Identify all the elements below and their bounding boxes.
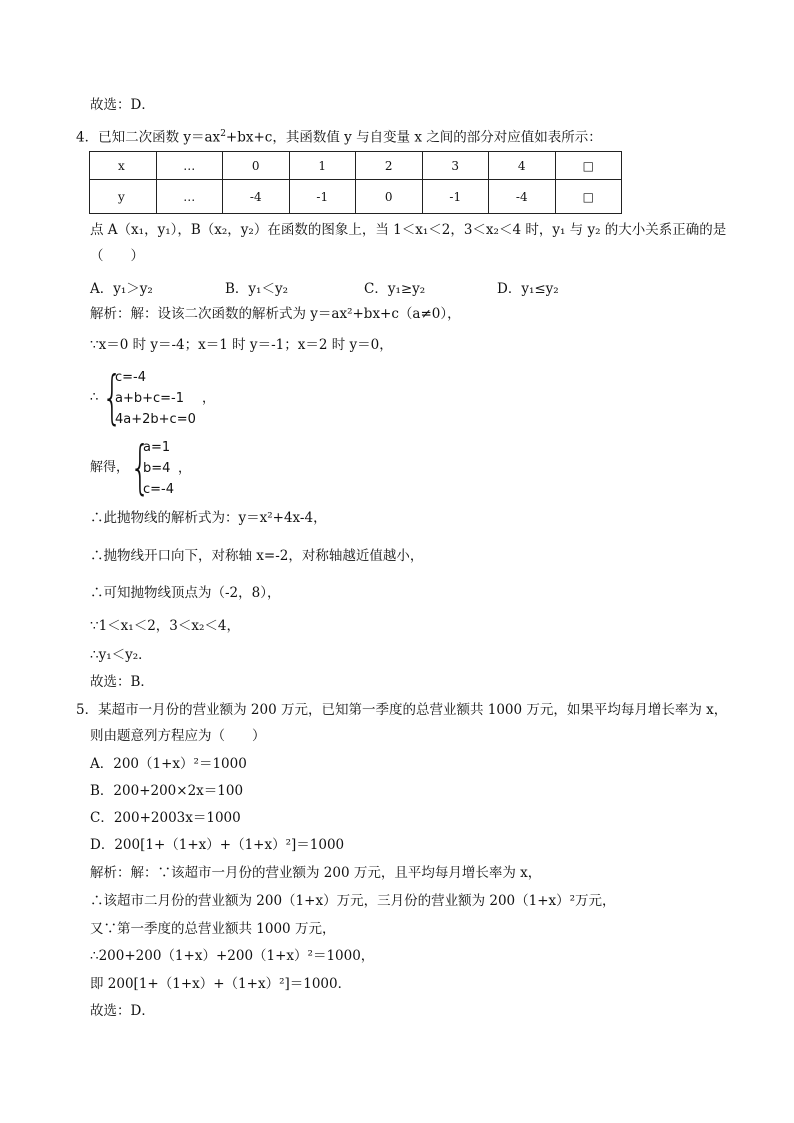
sys2-suffix: ， xyxy=(178,461,192,476)
q4-solution-given: ∵x＝0 时 y＝-4；x＝1 时 y＝-1；x＝2 时 y＝0， xyxy=(90,337,393,353)
left-brace-icon: { xyxy=(102,363,123,431)
table-cell: … xyxy=(156,152,223,180)
q4-stem-sup: 2 xyxy=(220,129,226,139)
q5-stem-1 xyxy=(76,701,727,719)
sys2-eq: c=-4 xyxy=(143,482,175,497)
table-cell: -4 xyxy=(223,180,290,214)
q4-step-5: ∴y₁＜y₂． xyxy=(90,647,152,663)
table-cell: 0 xyxy=(223,152,290,180)
q4-stem xyxy=(76,125,602,147)
q5-solution-1: 解析：解：∵该超市一月份的营业额为 200 万元，且平均每月增长率为 x， xyxy=(90,865,542,881)
q5-stem-2: 则由题意列方程应为（ ） xyxy=(90,728,266,744)
value-table xyxy=(89,151,622,214)
sys1-suffix: ， xyxy=(202,391,216,406)
table-cell: □ xyxy=(555,152,622,180)
table-cell: 3 xyxy=(422,152,489,180)
q4-option-d: D．y₁≤y₂ xyxy=(497,281,559,297)
table-cell: -1 xyxy=(289,180,356,214)
q4-step-2: ∴抛物线开口向下，对称轴 x=-2，对称轴越近值越小， xyxy=(90,548,424,564)
q4-option-c: C．y₁≥y₂ xyxy=(364,281,426,297)
q5-option-b: B．200+200×2x＝100 xyxy=(90,783,244,799)
q4-step-3: ∴可知抛物线顶点为（-2，8）， xyxy=(90,585,281,601)
left-brace-icon: { xyxy=(130,433,151,501)
q5-stem-text: 某超市一月份的营业额为 200 万元，已知第一季度的总营业额共 1000 万元，如果平均每月增长率为 x， xyxy=(98,702,728,718)
q5-number: 5． xyxy=(76,702,99,718)
table-cell: 4 xyxy=(489,152,556,180)
q5-option-a: A．200（1+x）²＝1000 xyxy=(90,756,247,772)
prev-conclusion: 故选：D． xyxy=(90,97,155,113)
q4-option-b: B．y₁＜y₂ xyxy=(225,281,288,297)
q4-conclusion: 故选：B． xyxy=(90,674,154,690)
table-cell: □ xyxy=(555,180,622,214)
table-cell: -4 xyxy=(489,180,556,214)
q4-paren: （ ） xyxy=(90,248,144,264)
q5-solution-5: 即 200[1+（1+x）+（1+x）²]＝1000． xyxy=(90,976,352,992)
q4-solution-intro: 解析：解：设该二次函数的解析式为 y＝ax²+bx+c（a≠0）， xyxy=(90,306,461,322)
q4-condition: 点 A（x₁，y₁），B（x₂，y₂）在函数的图象上，当 1＜x₁＜2，3＜x₂＜4 时，y₁ 与 y₂ 的大小关系正确的是 xyxy=(90,222,727,238)
equation-system-2 xyxy=(90,433,290,501)
table-cell: -1 xyxy=(422,180,489,214)
q4-number: 4． xyxy=(76,129,99,146)
sys2-prefix: 解得， xyxy=(90,460,130,475)
sys2-eq: a=1 xyxy=(143,440,171,455)
q4-stem-a: 已知二次函数 y＝ax xyxy=(98,129,221,146)
table-cell: 1 xyxy=(289,152,356,180)
q4-stem-b: +bx+c，其函数值 y 与自变量 x 之间的部分对应值如表所示： xyxy=(225,129,602,146)
q5-option-d: D．200[1+（1+x）+（1+x）²]＝1000 xyxy=(90,837,345,853)
q4-step-1: ∴此抛物线的解析式为：y＝x²+4x-4， xyxy=(90,510,327,526)
q5-solution-4: ∴200+200（1+x）+200（1+x）²＝1000， xyxy=(90,948,375,964)
sys1-eq: c=-4 xyxy=(115,370,147,385)
table-cell: … xyxy=(156,180,223,214)
sys1-eq: a+b+c=-1 xyxy=(115,391,185,406)
table-row-y xyxy=(90,180,622,214)
sys1-eq: 4a+2b+c=0 xyxy=(115,412,196,427)
table-cell: 0 xyxy=(356,180,423,214)
sys2-eq: b=4 xyxy=(143,461,171,476)
q5-solution-3: 又∵第一季度的总营业额共 1000 万元， xyxy=(90,921,336,937)
q4-step-4: ∵1＜x₁＜2，3＜x₂＜4， xyxy=(90,618,240,634)
equation-system-1 xyxy=(90,363,290,431)
sys1-prefix: ∴ xyxy=(90,390,99,405)
q5-solution-2: ∴该超市二月份的营业额为 200（1+x）万元，三月份的营业额为 200（1+x）²万元， xyxy=(90,893,616,909)
table-cell: y xyxy=(90,180,157,214)
table-cell: 2 xyxy=(356,152,423,180)
q5-option-c: C．200+2003x＝1000 xyxy=(90,810,241,826)
table-row-x xyxy=(90,152,622,180)
q5-conclusion: 故选：D． xyxy=(90,1003,155,1019)
table-cell: x xyxy=(90,152,157,180)
q4-option-a: A．y₁＞y₂ xyxy=(90,281,153,297)
